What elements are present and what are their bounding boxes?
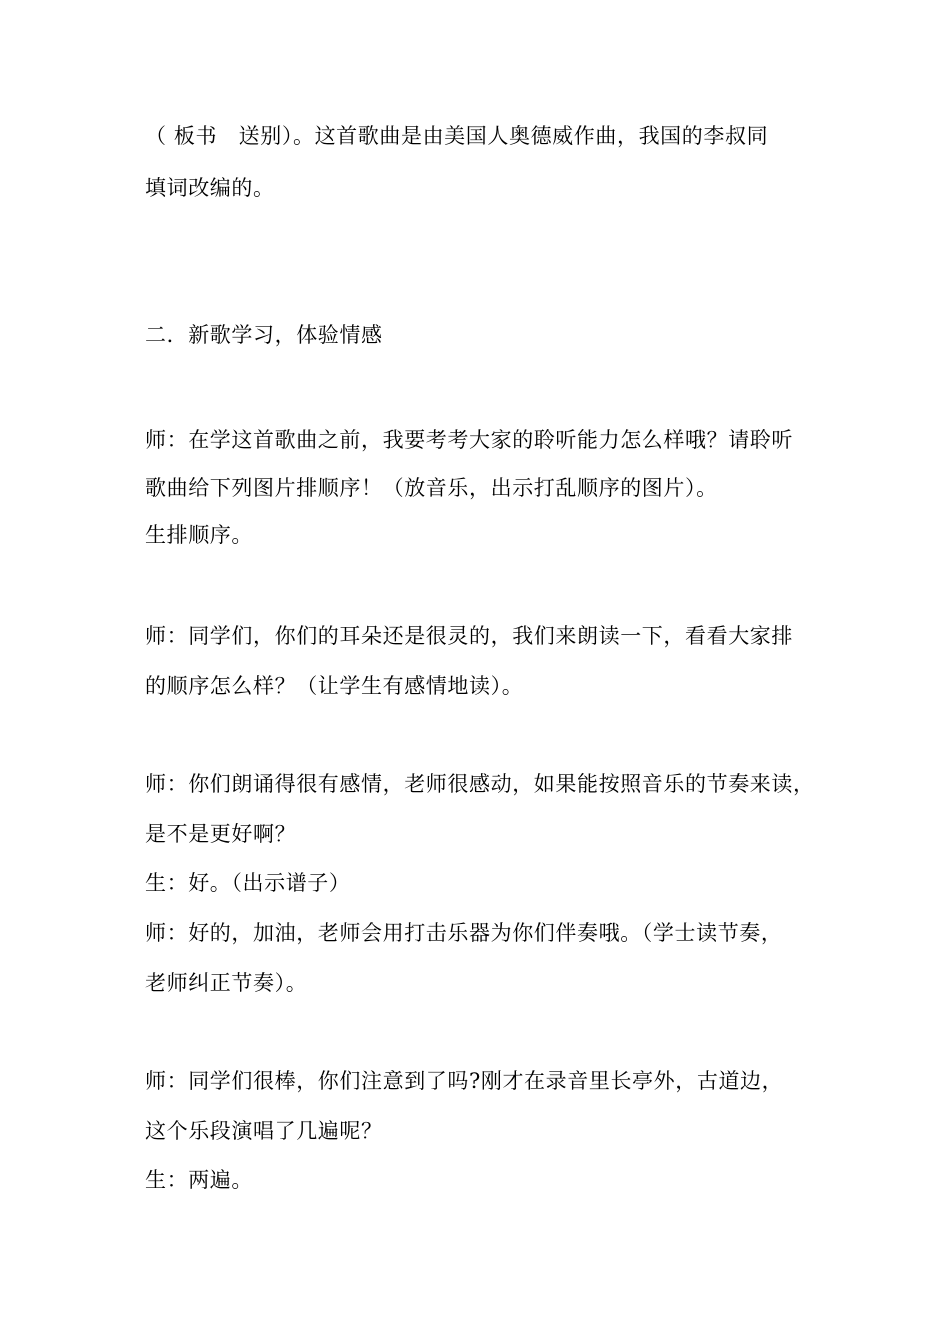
paragraph-line: 歌曲给下列图片排顺序！（放音乐，出示打乱顺序的图片）。 (145, 476, 718, 500)
paragraph-line: 生：好。（出示谱子） (145, 871, 351, 895)
paragraph-line: 生：两遍。 (145, 1168, 253, 1192)
paragraph-line: 生排顺序。 (145, 523, 253, 547)
paragraph-line: 师：好的，加油，老师会用打击乐器为你们伴奏哦。（学士读节奏， (145, 921, 783, 945)
paragraph-line: 师：同学们，你们的耳朵还是很灵的，我们来朗读一下，看看大家排 (145, 624, 793, 648)
paragraph-line: 老师纠正节奏）。 (145, 971, 308, 995)
paragraph-line: 这个乐段演唱了几遍呢？ (145, 1119, 383, 1143)
section-heading: 二．新歌学习，体验情感 (145, 323, 383, 347)
paragraph-line: 的顺序怎么样？（让学生有感情地读）。 (145, 674, 524, 698)
paragraph-line: 填词改编的。 (145, 176, 275, 200)
paragraph-line: 是不是更好啊？ (145, 822, 297, 846)
paragraph-line: 师：你们朗诵得很有感情，老师很感动，如果能按照音乐的节奏来读， (145, 772, 815, 796)
paragraph-line: （ 板书 送别）。这首歌曲是由美国人奥德威作曲，我国的李叔同 (145, 124, 769, 148)
paragraph-line: 师：同学们很棒，你们注意到了吗?刚才在录音里长亭外，古道边， (145, 1069, 784, 1093)
paragraph-line: 师：在学这首歌曲之前，我要考考大家的聆听能力怎么样哦？请聆听 (145, 428, 793, 452)
